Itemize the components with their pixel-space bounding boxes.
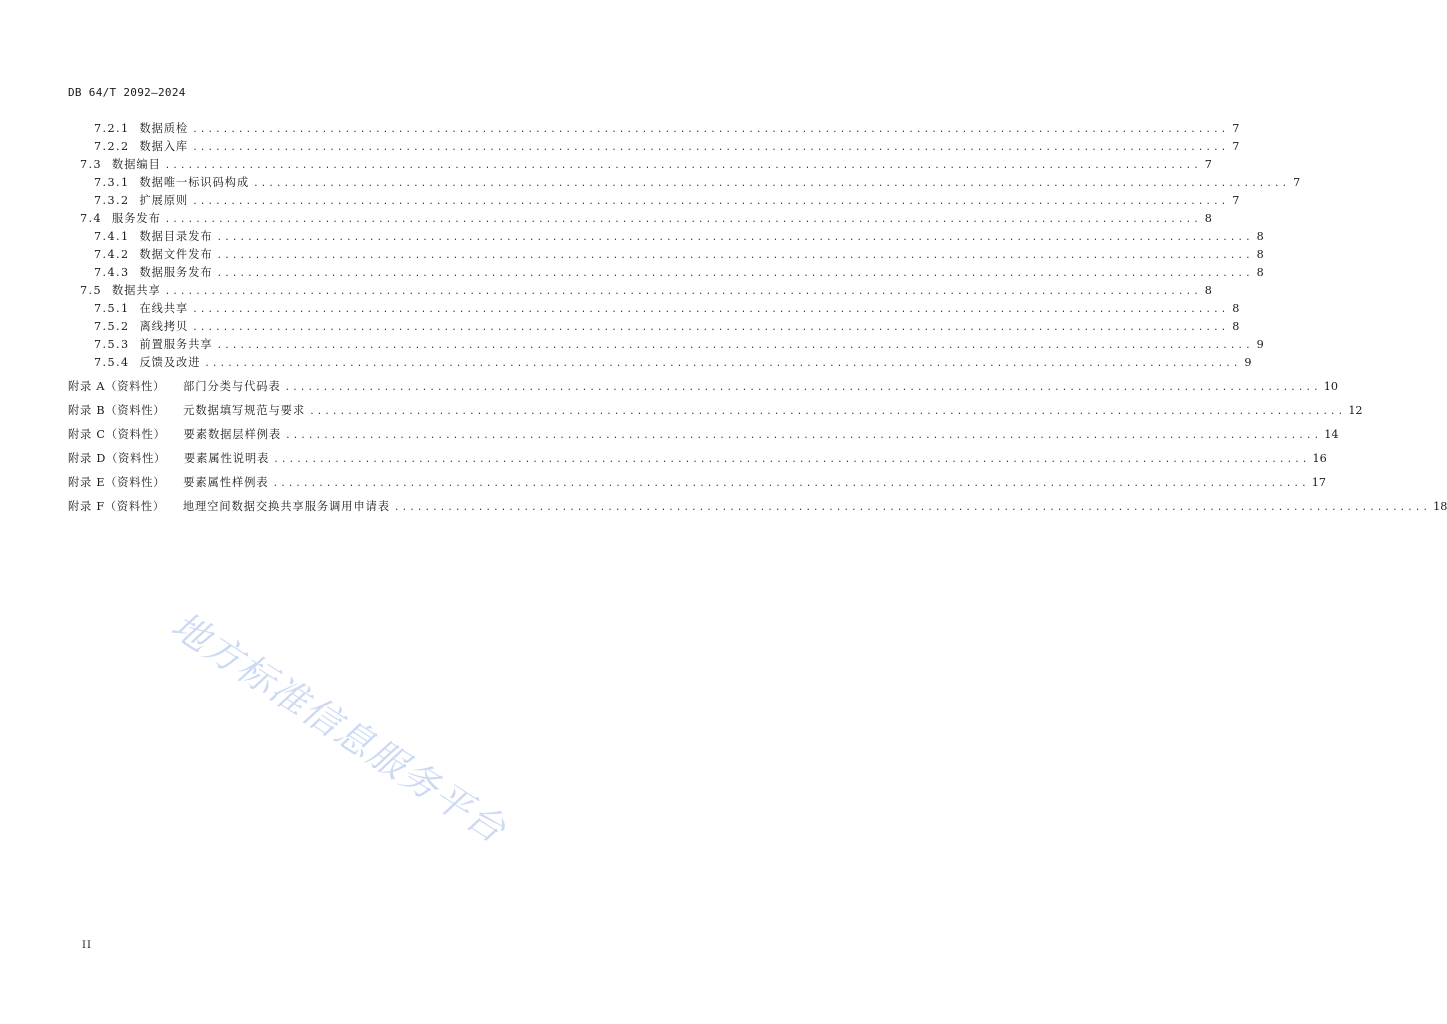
dot-leader: ........................................................................................................................................ bbox=[192, 305, 1229, 315]
toc-number: 7.3 bbox=[80, 158, 102, 171]
watermark: 地方标准信息服务平台 bbox=[163, 603, 515, 853]
toc-number: 7.4 bbox=[80, 212, 102, 225]
dot-leader: ........................................................................................................................................ bbox=[272, 479, 1309, 489]
dot-leader: ........................................................................................................................................ bbox=[216, 233, 1253, 243]
toc-title: 数据文件发布 bbox=[139, 248, 213, 261]
toc-number: 7.3.1 bbox=[94, 176, 130, 189]
appendix-title: 要素属性说明表 bbox=[184, 452, 270, 465]
appendix-page: 18 bbox=[1433, 500, 1447, 513]
toc-page: 8 bbox=[1232, 302, 1240, 315]
toc-title: 服务发布 bbox=[112, 212, 161, 225]
toc-number: 7.2.1 bbox=[94, 122, 130, 135]
appendix-title: 要素数据层样例表 bbox=[183, 428, 282, 441]
appendix-entry[interactable] bbox=[68, 426, 1339, 444]
toc-title: 数据服务发布 bbox=[139, 266, 213, 279]
toc-page: 8 bbox=[1256, 230, 1264, 243]
dot-leader: ........................................................................................................................................ bbox=[192, 197, 1229, 207]
toc-page: 7 bbox=[1293, 176, 1301, 189]
appendix-label: 附录 D（资料性） bbox=[68, 452, 167, 465]
dot-leader: ........................................................................................................................................ bbox=[192, 125, 1229, 135]
dot-leader: ........................................................................................................................................ bbox=[204, 359, 1241, 369]
toc-entry[interactable] bbox=[94, 336, 1264, 354]
dot-leader: ........................................................................................................................................ bbox=[164, 287, 1201, 297]
toc-page: 7 bbox=[1232, 140, 1240, 153]
toc-title: 数据编目 bbox=[112, 158, 161, 171]
appendix-title: 地理空间数据交换共享服务调用申请表 bbox=[182, 500, 391, 513]
dot-leader: ........................................................................................................................................ bbox=[216, 269, 1253, 279]
appendix-entry[interactable] bbox=[68, 498, 1447, 516]
dot-leader: ........................................................................................................................................ bbox=[164, 215, 1201, 225]
toc-page: 8 bbox=[1256, 248, 1264, 261]
appendix-label: 附录 C（资料性） bbox=[68, 428, 166, 441]
toc-page: 8 bbox=[1204, 284, 1212, 297]
dot-leader: ........................................................................................................................................ bbox=[192, 143, 1229, 153]
toc-entry[interactable] bbox=[94, 318, 1240, 336]
toc-entry[interactable] bbox=[94, 264, 1264, 282]
dot-leader: ........................................................................................................................................ bbox=[273, 455, 1310, 465]
toc-title: 离线拷贝 bbox=[139, 320, 189, 333]
appendix-label: 附录 A（资料性） bbox=[68, 380, 166, 393]
appendix-title: 部门分类与代码表 bbox=[183, 380, 281, 393]
toc-number: 7.5.3 bbox=[94, 338, 130, 351]
toc-number: 7.5.1 bbox=[94, 302, 130, 315]
toc-title: 反馈及改进 bbox=[139, 356, 201, 369]
dot-leader: ........................................................................................................................................ bbox=[253, 179, 1290, 189]
toc-number: 7.5.2 bbox=[94, 320, 130, 333]
document-code: DB 64/T 2092—2024 bbox=[68, 86, 186, 99]
appendix-entry[interactable] bbox=[68, 402, 1363, 420]
appendix-page: 12 bbox=[1348, 404, 1363, 417]
toc-title: 数据质检 bbox=[139, 122, 189, 135]
toc-page: 8 bbox=[1232, 320, 1240, 333]
toc-number: 7.4.2 bbox=[94, 248, 130, 261]
toc-entry[interactable] bbox=[94, 228, 1264, 246]
toc-page: 8 bbox=[1256, 266, 1264, 279]
toc-entry[interactable] bbox=[94, 246, 1264, 264]
dot-leader: ........................................................................................................................................ bbox=[192, 323, 1229, 333]
appendix-page: 17 bbox=[1311, 476, 1326, 489]
toc-page: 9 bbox=[1256, 338, 1264, 351]
toc-number: 7.5.4 bbox=[94, 356, 130, 369]
toc-page: 8 bbox=[1204, 212, 1212, 225]
appendix-label: 附录 E（资料性） bbox=[68, 476, 166, 489]
appendix-entry[interactable] bbox=[68, 450, 1327, 468]
dot-leader: ........................................................................................................................................ bbox=[285, 431, 1322, 441]
toc-entry[interactable] bbox=[94, 354, 1252, 372]
appendix-entry[interactable] bbox=[68, 474, 1326, 492]
toc-page: 7 bbox=[1232, 122, 1240, 135]
dot-leader: ........................................................................................................................................ bbox=[164, 161, 1201, 171]
toc-entry[interactable] bbox=[94, 300, 1240, 318]
toc-page: 7 bbox=[1204, 158, 1212, 171]
dot-leader: ........................................................................................................................................ bbox=[284, 383, 1321, 393]
appendix-label: 附录 B（资料性） bbox=[68, 404, 166, 417]
toc-number: 7.4.3 bbox=[94, 266, 130, 279]
appendix-label: 附录 F（资料性） bbox=[68, 500, 165, 513]
toc-title: 扩展原则 bbox=[139, 194, 189, 207]
appendix-title: 元数据填写规范与要求 bbox=[183, 404, 306, 417]
appendix-page: 14 bbox=[1324, 428, 1339, 441]
toc-entry[interactable] bbox=[80, 210, 1212, 228]
dot-leader: ........................................................................................................................................ bbox=[216, 341, 1253, 351]
toc-entry[interactable] bbox=[94, 138, 1240, 156]
toc-title: 数据入库 bbox=[139, 140, 189, 153]
toc-title: 前置服务共享 bbox=[139, 338, 213, 351]
appendix-entry[interactable] bbox=[68, 378, 1339, 396]
appendix-page: 10 bbox=[1323, 380, 1339, 393]
toc-title: 数据目录发布 bbox=[139, 230, 213, 243]
toc-entry[interactable] bbox=[80, 156, 1212, 174]
dot-leader: ........................................................................................................................................ bbox=[216, 251, 1253, 261]
toc-entry[interactable] bbox=[80, 282, 1212, 300]
dot-leader: ........................................................................................................................................ bbox=[394, 503, 1431, 513]
toc-title: 数据共享 bbox=[112, 284, 161, 297]
dot-leader: ........................................................................................................................................ bbox=[309, 407, 1346, 417]
toc-page: 9 bbox=[1244, 356, 1252, 369]
toc-entry[interactable] bbox=[94, 192, 1240, 210]
page-number: II bbox=[82, 940, 92, 951]
toc-entry[interactable] bbox=[94, 174, 1301, 192]
toc-title: 数据唯一标识码构成 bbox=[139, 176, 250, 189]
appendix-title: 要素属性样例表 bbox=[183, 476, 269, 489]
appendix-page: 16 bbox=[1312, 452, 1327, 465]
toc-title: 在线共享 bbox=[139, 302, 189, 315]
toc-number: 7.5 bbox=[80, 284, 102, 297]
toc-entry[interactable] bbox=[94, 120, 1240, 138]
toc-number: 7.3.2 bbox=[94, 194, 130, 207]
toc-number: 7.4.1 bbox=[94, 230, 130, 243]
toc-number: 7.2.2 bbox=[94, 140, 130, 153]
toc-page: 7 bbox=[1232, 194, 1240, 207]
